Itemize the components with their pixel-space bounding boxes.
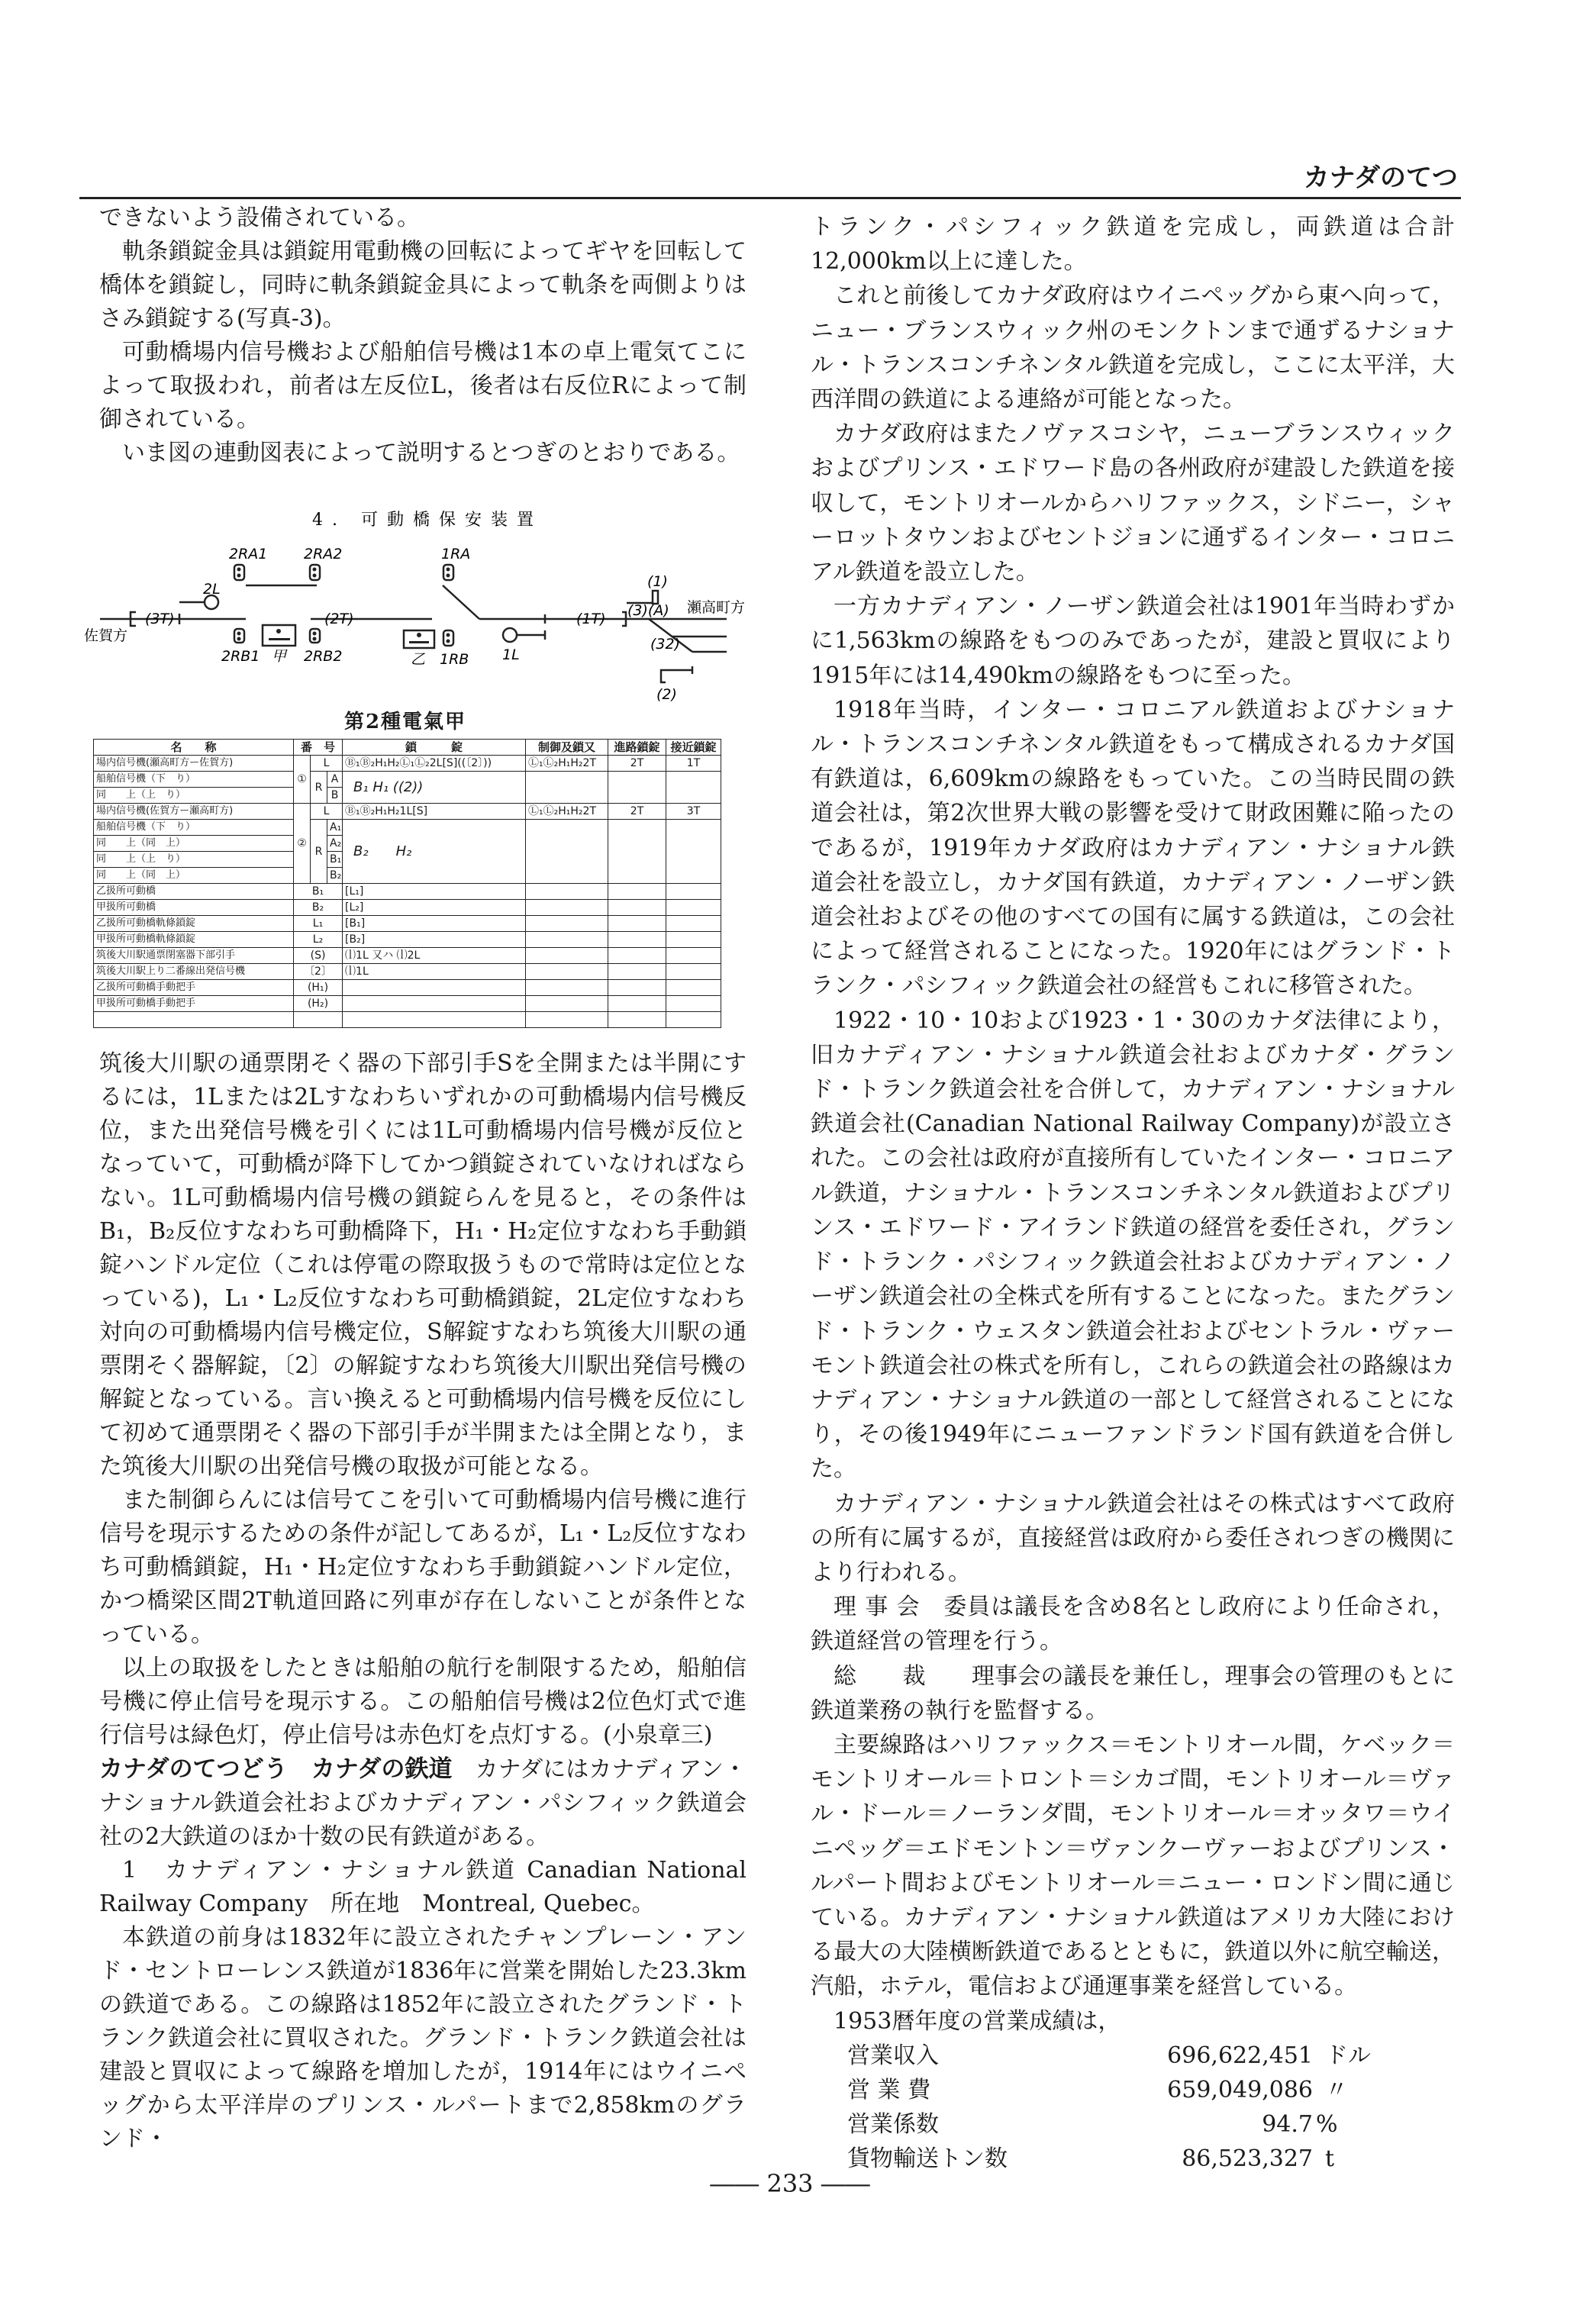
paragraph: 主要線路はハリファックス＝モントリオール間，ケベック＝モントリオール＝トロント＝シカゴ間，モントリオール＝ヴァル・ドール＝ノーランダ間，モントリオール＝オッタワ＝ウイニペッグ＝エドモントン＝ヴァンクーヴァーおよびプリンス・ルパート間およびモントリオール＝ニュー・ロンドン間に通じている。カナディアン・ナショナル鉄道はアメリカ大陸における最大の大陸横断鉄道であるとともに，鉄道以外に航空輸送，汽船，ホテル，電信および通運事業を経営している。: [811, 1731, 1455, 2000]
cell-lock: [B₁]: [343, 916, 526, 932]
cell-number: (H₁): [294, 980, 343, 996]
cell-lock: [B₂]: [343, 932, 526, 948]
label-p1: (1): [647, 573, 668, 590]
interlocking-table: [93, 739, 721, 1028]
paragraph: 1918年当時，インター・コロニアル鉄道およびナショナル・トランスコンチネンタル鉄道をもって構成されるカナダ国有鉄道は，6,609kmの線路をもっていた。この当時民間の鉄道会社は，第2次世界大戦の影響を受けて財政困難に陥ったのであるが，1919年カナダ政府はカナディアン・ナショナル鉄道会社を設立し，カナダ国有鉄道，カナディアン・ノーザン鉄道会社およびその他のすべての国有に属する鉄道は，この会社によって経営されることになった。1920年にはグランド・トランク・パシフィック鉄道会社の経営もこれに移管された。: [811, 696, 1455, 1000]
cell-name: 船舶信号機（下 り）: [94, 820, 294, 836]
stat-value: 94.7: [1262, 2111, 1313, 2139]
paragraph: トランク・パシフィック鉄道を完成し，両鉄道は合計12,000km以上に達した。: [811, 214, 1455, 276]
table-row: [94, 804, 721, 820]
cell-lock: [L₂]: [343, 900, 526, 916]
cell-name: 同 上（同 上）: [94, 868, 294, 884]
cell-name: 乙扱所可動橋手動把手: [94, 980, 294, 996]
label-3t: (3T): [145, 611, 175, 627]
header-name: 名 称: [94, 740, 294, 756]
table-row: [94, 820, 721, 836]
left-column-bottom: [99, 1047, 746, 2156]
stat-value: 659,049,086: [1167, 2076, 1313, 2103]
cell-name: 乙扱所可動橋軌條鎖錠: [94, 916, 294, 932]
cell-name: 乙扱所可動橋: [94, 884, 294, 900]
cell-number: L₁: [294, 916, 343, 932]
cell-name: 同 上（上 り）: [94, 788, 294, 804]
table-row: [94, 964, 721, 980]
stat-label: 営業収入: [847, 2042, 939, 2069]
cell-number: L₂: [294, 932, 343, 948]
cell-number: B₂: [294, 900, 343, 916]
paragraph: 1922・10・10および1923・1・30のカナダ法律により，旧カナディアン・ナショナル鉄道会社およびカナダ・グランド・トランク鉄道会社を合併して，カナディアン・ナショナル鉄道会社(Canadian National Railway Company)が設立された。この会社は政府が直接所有していたインター・コロニアル鉄道，ナショナル・トランスコンチネンタル鉄道およびプリンス・エドワード・アイランド鉄道の経営を委任され，グランド・トランク・パシフィック鉄道会社およびカナディアン・ノーザン鉄道会社の全株式を所有することになった。またグランド・トランク・ウェスタン鉄道会社およびセントラル・ヴァーモント鉄道会社の株式を所有し，これらの鉄道会社の路線はカナディアン・ナショナル鉄道の一部として経営されることになり，その後1949年にニューファンドランド国有鉄道を合併した。: [811, 1007, 1455, 1483]
label-setaka-direction: 瀬高町方: [687, 599, 746, 616]
label-2rb1: 2RB1: [221, 648, 260, 665]
cell-route: 2T: [608, 804, 666, 820]
cell-name: 同 上（上 り）: [94, 852, 294, 868]
cell-group-no: ①: [294, 756, 311, 804]
paragraph: 総 裁 理事会の議長を兼任し，理事会の管理のもとに鉄道業務の執行を監督する。: [811, 1662, 1455, 1724]
table-row: [94, 884, 721, 900]
cell-sub: A: [327, 772, 343, 788]
page-number: ―― 233 ――: [710, 2169, 870, 2198]
cell-approach: 1T: [666, 756, 721, 772]
label-saga-direction: 佐賀方: [84, 627, 128, 644]
stat-label: 営業係数: [847, 2111, 939, 2139]
track-line: [443, 585, 479, 619]
cell-name: 船舶信号機（下 り）: [94, 772, 294, 788]
cell-sub: B₂: [327, 868, 343, 884]
cell-sub: A₂: [327, 836, 343, 852]
cell-lever: L: [311, 804, 343, 820]
paragraph: いま図の連動図表によって説明するとつぎのとおりである。: [122, 440, 740, 466]
paragraph: 可動橋場内信号機および船舶信号機は1本の卓上電気てこによって取扱われ，前者は左反位L，後者は右反位Rによって制御されている。: [99, 339, 746, 433]
paragraph: できないよう設備されている。: [99, 205, 420, 231]
entry-paragraph: [99, 1752, 746, 1854]
label-2rb2: 2RB2: [304, 648, 343, 665]
cell-lock: [343, 980, 526, 996]
cell-number: 〔2〕: [294, 964, 343, 980]
paragraph: 本鉄道の前身は1832年に設立されたチャンプレーン・アンド・セントローレンス鉄道が1836年に営業を開始した23.3kmの鉄道である。この線路は1852年に設立されたグランド・トランク鉄道会社に買収された。グランド・トランク鉄道会社は建設と買収によって線路を増加したが，1914年にはウイニペッグから太平洋岸のプリンス・ルパートまで2,858kmのグランド・: [99, 1924, 746, 2152]
header-rule: [79, 197, 1461, 199]
entry-text: カナダにはカナディアン・ナショナル鉄道会社およびカナディアン・パシフィック鉄道会社の2大鉄道のほか十数の民有鉄道がある。: [99, 1756, 746, 1850]
left-column-top: [99, 201, 746, 470]
cell-sub: B: [327, 788, 343, 804]
cell-name: 筑後大川駅上り二番線出発信号機: [94, 964, 294, 980]
label-kou: 甲: [272, 648, 287, 665]
table-row: [94, 980, 721, 996]
cell-group-no: ②: [294, 804, 311, 884]
signal-1ra-icon: [443, 565, 453, 580]
signal-2ra2-icon: [310, 565, 320, 580]
cell-lever: L: [311, 756, 343, 772]
stat-row: [811, 2107, 1455, 2142]
header-lock: 鎖 錠: [343, 740, 526, 756]
header-route-lock: 進路鎖錠: [608, 740, 666, 756]
paragraph: 1953暦年度の営業成績は，: [834, 2007, 1121, 2035]
operating-results: [811, 2039, 1455, 2177]
cell-lock: [L₁]: [343, 884, 526, 900]
cell-lock: ⒧1L: [343, 964, 526, 980]
movable-bridge-diagram: [76, 507, 748, 713]
stat-row: [811, 2039, 1455, 2073]
stat-value: 86,523,327: [1182, 2145, 1313, 2173]
right-column: [811, 210, 1455, 2177]
table-row: [94, 772, 721, 788]
cell-name: 同 上（同 上）: [94, 836, 294, 852]
stat-value: 696,622,451: [1167, 2042, 1313, 2069]
cell-number: (H₂): [294, 996, 343, 1012]
label-1t: (1T): [576, 611, 606, 627]
label-2l: 2L: [203, 581, 221, 598]
table-row: [94, 932, 721, 948]
table-row: [94, 756, 721, 772]
paragraph: 筑後大川駅の通票閉そく器の下部引手Sを全開または半開にするには，1Lまたは2Lすなわちいずれかの可動橋場内信号機反位，また出発信号機を引くには1L可動橋場内信号機が反位となっていて，可動橋が降下してかつ鎖錠されていなければならない。1L可動橋場内信号機の鎖錠らんを見ると，その条件はB₁，B₂反位すなわち可動橋降下，H₁・H₂定位すなわち手動鎖錠ハンドル定位（これは停電の際取扱うもので常時は定位となっている)，L₁・L₂反位すなわち可動橋鎖錠，2L定位すなわち対向の可動橋場内信号機定位，S解錠すなわち筑後大川駅の通票閉そく器解錠，〔2〕の解錠すなわち筑後大川駅出発信号機の解錠となっている。言い換えると可動橋場内信号機を反位にして初めて通票閉そく器の下部引手が半開または全開となり，また筑後大川駅の出発信号機の取扱が可能となる。: [99, 1050, 746, 1480]
label-p2: (2): [656, 686, 677, 703]
header-control: 制御及鎖又: [526, 740, 608, 756]
cell-number: (S): [294, 948, 343, 964]
running-title: カナダのてつ: [1303, 163, 1458, 193]
table-title: 第2種電氣甲: [343, 711, 467, 733]
figure-caption: 4. 可動橋保安装置: [312, 511, 543, 530]
paragraph: 1 カナディアン・ナショナル鉄道 Canadian National Railway Company 所在地 Montreal, Quebec。: [99, 1857, 746, 1917]
cell-name: 場内信号機(佐賀方ー瀬高町方): [94, 804, 294, 820]
table-row: [94, 948, 721, 964]
header-approach-lock: 接近鎖錠: [666, 740, 721, 756]
label-2ra2: 2RA2: [304, 546, 343, 562]
signal-1l-icon: [503, 628, 517, 642]
paragraph: 理 事 会 委員は議長を含め8名とし政府により任命され，鉄道経営の管理を行う。: [811, 1594, 1455, 1655]
cell-lever: R: [311, 772, 327, 804]
cell-name: 場内信号機(瀬高町方ー佐賀方): [94, 756, 294, 772]
signal-1rb-icon: [443, 630, 453, 646]
table-row: [94, 996, 721, 1012]
cell-lock: Ⓑ₁Ⓑ₂H₁H₂1L[S]: [343, 804, 526, 820]
label-p32: (32): [650, 636, 681, 653]
stat-label: 営 業 費: [847, 2076, 931, 2103]
cell-number: B₁: [294, 884, 343, 900]
cell-name: 筑後大川駅通票閉塞器下部引手: [94, 948, 294, 964]
cell-lock: [343, 996, 526, 1012]
label-2t: (2T): [324, 611, 354, 627]
paragraph: カナダ政府はまたノヴァスコシヤ，ニューブランスウィックおよびプリンス・エドワード島の各州政府が建設した鉄道を接収して，モントリオールからハリファックス，シドニー，シャーロットタウンおよびセントジョンに通ずるインター・コロニアル鉄道を設立した。: [811, 421, 1455, 586]
table-header-row: [94, 740, 721, 756]
table-row: [94, 900, 721, 916]
label-p3a: (3)(A): [627, 602, 669, 619]
paragraph: 軌条鎖錠金具は鎖錠用電動機の回転によってギヤを回転して橋体を鎖錠し，同時に軌条鎖錠金具によって軌条を両側よりはさみ鎖錠する(写真-3)。: [99, 238, 746, 332]
cell-name: 甲扱所可動橋手動把手: [94, 996, 294, 1012]
paragraph: 以上の取扱をしたときは船舶の航行を制限するため，船舶信号機に停止信号を現示する。この船舶信号機は2位色灯式で進行信号は緑色灯，停止信号は赤色灯を点灯する。(小泉章三): [99, 1655, 746, 1749]
cell-name: 甲扱所可動橋軌條鎖錠: [94, 932, 294, 948]
label-otsu: 乙: [411, 651, 426, 668]
cell-lever: R: [311, 820, 327, 884]
cabin-kou-icon: [263, 625, 295, 646]
table-row-empty: [94, 1012, 721, 1028]
stat-unit: t: [1325, 2145, 1335, 2173]
stat-unit: %: [1316, 2111, 1338, 2139]
signal-2ra1-icon: [234, 565, 244, 580]
paragraph: また制御らんには信号てこを引いて可動橋場内信号機に進行信号を現示するための条件が記してあるが，L₁・L₂反位すなわち可動橋鎖錠，H₁・H₂定位すなわち手動鎖錠ハンドル定位，かつ橋梁区間2T軌道回路に列車が存在しないことが条件となっている。: [99, 1487, 746, 1648]
cell-name: 甲扱所可動橋: [94, 900, 294, 916]
cell-approach: 3T: [666, 804, 721, 820]
cell-lock: ⒧1L 又ハ ⒧2L: [343, 948, 526, 964]
cell-control: Ⓛ₁Ⓛ₂H₁H₂2T: [526, 804, 608, 820]
stat-unit: 〃: [1325, 2076, 1348, 2103]
paragraph: これと前後してカナダ政府はウイニペッグから東へ向って，ニュー・ブランスウィック州のモンクトンまで通ずるナショナル・トランスコンチネンタル鉄道を完成し，ここに太平洋，大西洋間の鉄道による連絡が可能となった。: [811, 282, 1455, 414]
cell-lock: Ⓑ₁Ⓑ₂H₁H₂Ⓛ₁Ⓛ₂2L[S]((〔2〕)): [343, 756, 526, 772]
paragraph: カナディアン・ナショナル鉄道会社はその株式はすべて政府の所有に属するが，直接経営は政府から委任されつぎの機関により行われる。: [811, 1490, 1455, 1586]
header-number: 番 号: [294, 740, 343, 756]
stat-unit: ドル: [1325, 2042, 1371, 2069]
paragraph: 一方カナディアン・ノーザン鉄道会社は1901年当時わずかに1,563kmの線路をもつのみであったが，建設と買収により1915年には14,490kmの線路をもつに至った。: [811, 593, 1455, 689]
cell-sub: A₁: [327, 820, 343, 836]
label-2ra1: 2RA1: [229, 546, 268, 562]
stat-label: 貨物輸送トン数: [847, 2145, 1008, 2173]
label-1l: 1L: [502, 646, 520, 663]
cell-route: 2T: [608, 756, 666, 772]
cell-control: Ⓛ₁Ⓛ₂H₁H₂2T: [526, 756, 608, 772]
label-1ra: 1RA: [441, 546, 471, 562]
cell-lock: B₁ H₁ ((2)): [343, 772, 526, 804]
entry-heading: カナダのてつどう カナダの鉄道: [99, 1755, 453, 1783]
label-1rb: 1RB: [440, 651, 469, 668]
cell-sub: B₁: [327, 852, 343, 868]
cell-lock: B₂ H₂: [343, 820, 526, 884]
stat-row: [811, 2073, 1455, 2107]
table-row: [94, 916, 721, 932]
